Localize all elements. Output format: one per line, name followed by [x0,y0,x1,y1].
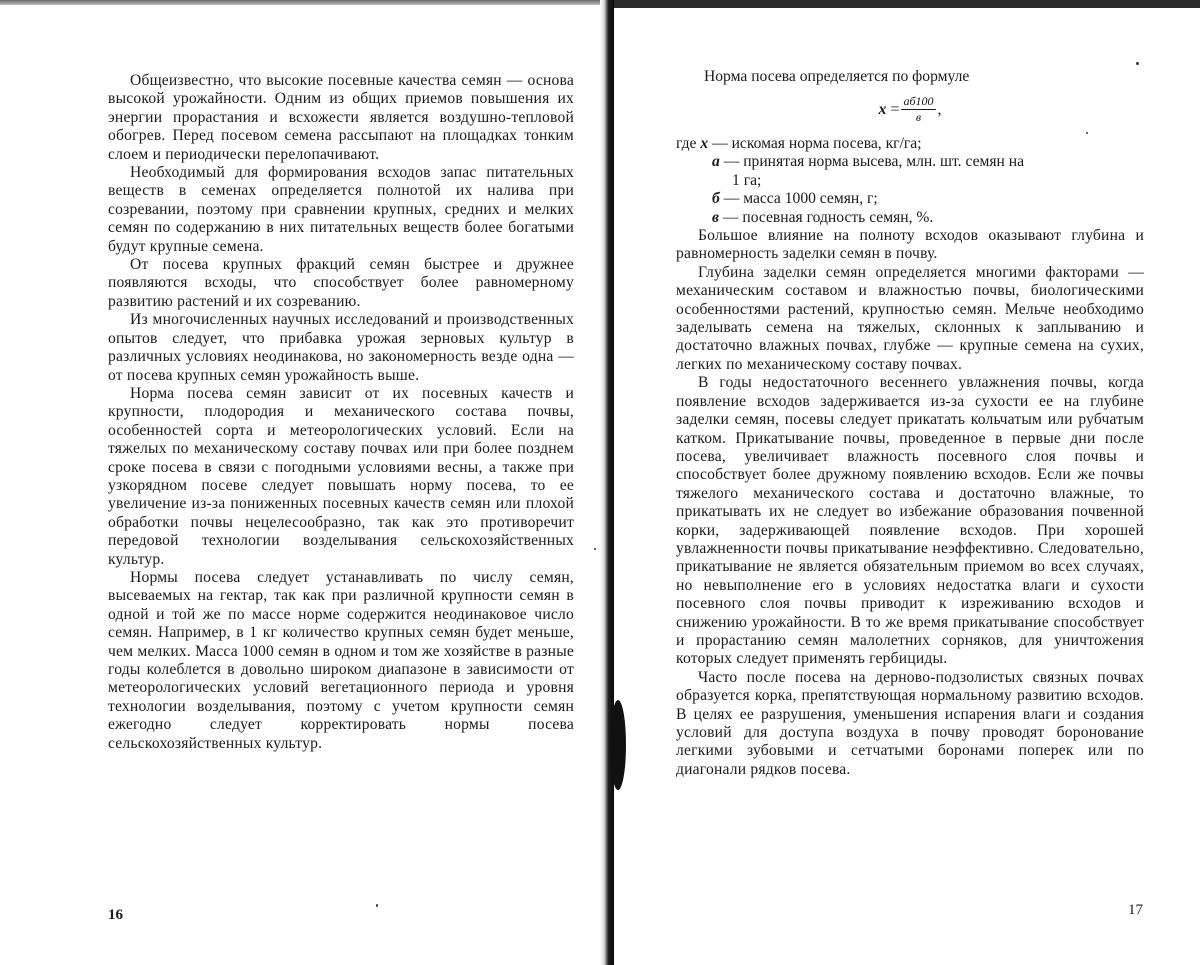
paragraph: В годы недостаточного весеннего увлажнения почвы, когда появление всходов задерживается из-за сухости ее на глубине заделки семян, посевы следует прикатать кольчатым или рубчатым катком. Прикатывание почвы, проведенное в первые дни после посева, увеличивает влажность посевного слоя почвы и способствует более дружному появлению всходов. Если же почвы тяжелого механического состава и достаточно влажные, то прикатывать их не следует во избежание образования почвенной корки, задерживающей появление всходов. При хорошей увлажненности почвы прикатывание неэффективно. Следовательно, прикатывание не является обязательным приемом во всех случаях, но невыполнение его в условиях недостатка влаги и сухости посевного слоя почвы приводит к изреживанию всходов и снижению урожайности. В то же время прикатывание способствует и прорастанию семян малолетних сорняков, для уничтожения которых следует применять гербициды. [676,374,1144,668]
print-speck [1136,62,1139,65]
definition-symbol: x [700,135,709,152]
print-speck [594,548,596,550]
spine-shadow [610,700,626,790]
paragraph: Глубина заделки семян определяется многими факторами — механическим составом и влажностью почвы, биологическими особенностями растений, крупностью семян. Мельче необходимо заделывать семена на тяжелых, склонных к заплыванию и достаточно влажных почвах, глубже — крупные семена на сухих, легких по механическому составу почвах. [676,263,1144,373]
formula-intro: Норма посева определяется по формуле [704,68,970,85]
page-number-right: 17 [1128,902,1143,918]
definition-text: — масса 1000 семян, г; [719,190,878,208]
formula-lhs: x [878,100,887,118]
paragraph: Часто после посева на дерново-подзолистых связных почвах образуется корка, препятствующая нормальному развитию всходов. В целях ее разрушения, уменьшения испарения влаги и создания условий для доступа воздуха в почву проводят боронование легкими зубовыми и сетчатыми боронами поперек или по диагонали рядков посева. [676,668,1144,778]
paragraph: Общеизвестно, что высокие посевные качества семян — основа высокой урожайности. Одним из общих приемов повышения их энергии прорастания и всхожести является воздушно-тепловой обогрев. Перед посевом семена рассыпают на площадках тонким слоем и периодически перелопачивают. [108,72,574,163]
print-speck [376,904,378,907]
definition-symbol: в [712,208,719,226]
formula-definitions [676,135,1144,227]
formula-tail: , [937,100,942,118]
definition-row [676,153,1144,190]
paragraph: Большое влияние на полноту всходов оказывают глубина и равномерность заделки семян в почву. [676,227,1144,263]
paragraph: От посева крупных фракций семян быстрее и дружнее появляются всходы, что способствует более равномерному развитию растений и их созреванию. [108,256,574,310]
right-page [676,0,1144,779]
definition-text: — искомая норма посева, кг/га; [708,135,922,152]
definition-continuation: 1 га; [732,171,762,189]
book-spine [600,0,614,965]
definition-row [676,135,1144,153]
definition-text: — принятая норма высева, млн. шт. семян на [719,153,1025,171]
left-page [108,0,574,753]
definition-lead: где [676,135,697,152]
formula-denominator: в [915,110,922,124]
definition-row [676,209,1144,227]
paragraph: Необходимый для формирования всходов запас питательных веществ в семенах определяется полнотой их налива при созревании, поэтому при сравнении крупных, средних и мелких семян по содержанию в них питательных веществ более богатыми будут крупные семена. [108,164,574,255]
definition-symbol: а [712,153,720,171]
paragraph: Нормы посева следует устанавливать по числу семян, высеваемых на гектар, так как при различной крупности семян в одной и той же по массе норме содержится неодинаковое число семян. Например, в 1 кг количество крупных семян будет меньше, чем мелких. Масса 1000 семян в одном и том же хозяйстве в разные годы колеблется в довольно широком диапазоне в зависимости от метеорологических условий вегетационного периода и уровня технологии возделывания, поэтому с учетом крупности семян ежегодно следует корректировать нормы посева сельскохозяйственных культур. [108,568,574,752]
paragraph: Норма посева семян зависит от их посевных качеств и крупности, плодородия и механического состава почвы, особенностей сорта и метеорологических условий. Если на тяжелых по механическому составу почвах или при более позднем сроке посева в связи с погодными условиями весны, а также при узкорядном посеве следует повышать норму посева, то ее увеличение из-за пониженных посевных качеств семян или плохой обработки почвы нецелесообразно, так как это противоречит передовой технологии возделывания сельскохозяйственных культур. [108,384,574,568]
formula-equals: = [890,100,900,118]
formula-numerator: аб100 [903,94,934,108]
definition-symbol: б [712,190,720,208]
page-number-left: 16 [108,907,123,923]
definition-row [676,190,1144,208]
formula [676,94,1144,125]
formula-fraction [901,94,935,125]
print-speck [1086,132,1088,134]
definition-text: — посевная годность семян, %. [718,208,934,226]
paragraph: Из многочисленных научных исследований и производственных опытов следует, что прибавка урожая зерновых культур в различных условиях неодинакова, но закономерность везде одна — от посева крупных семян урожайность выше. [108,311,574,384]
